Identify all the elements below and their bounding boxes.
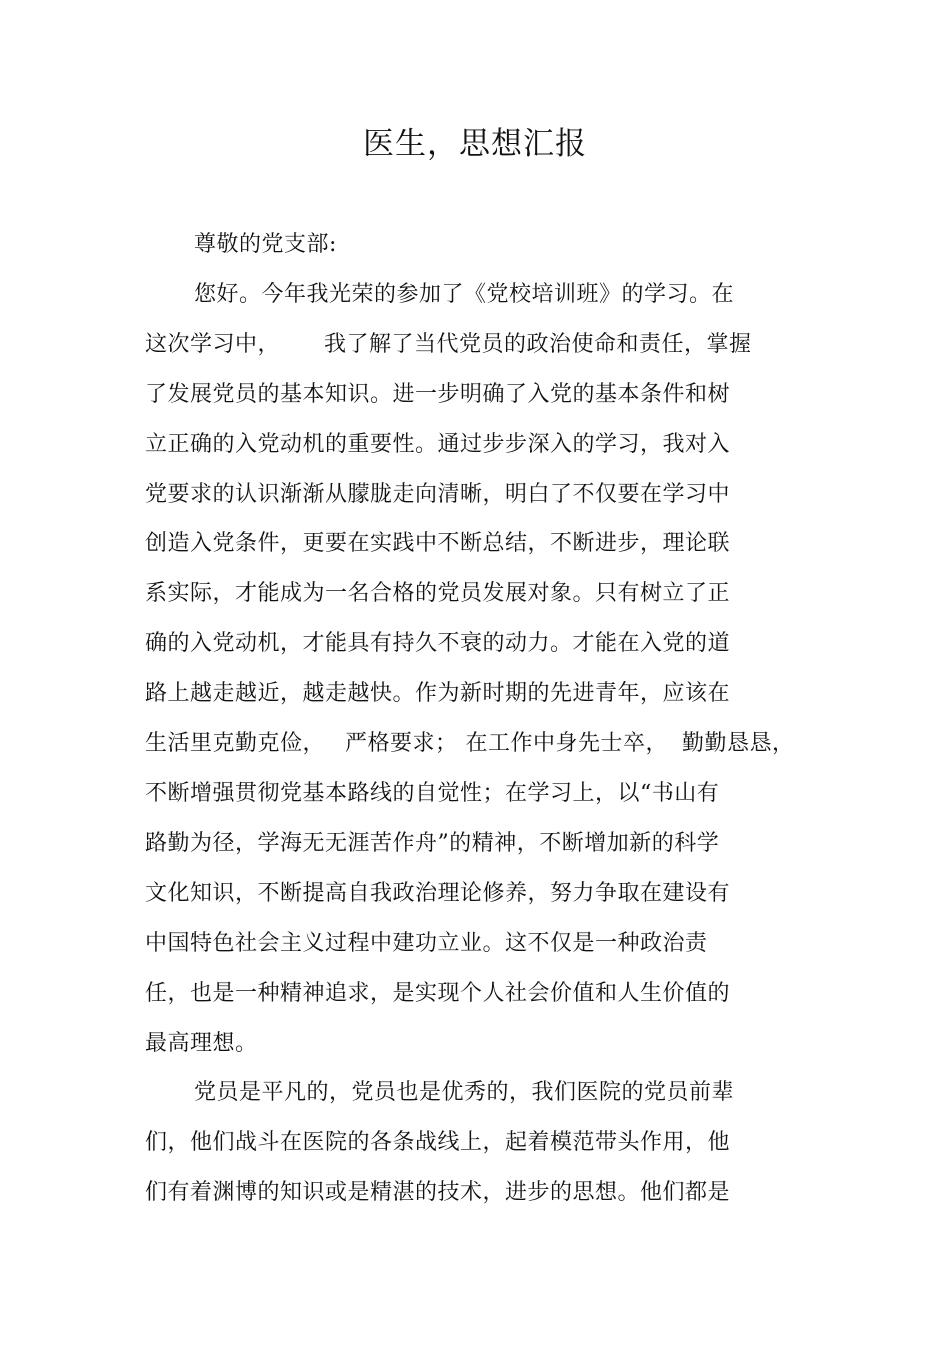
- paragraph-line: 系实际，才能成为一名合格的党员发展对象。只有树立了正: [145, 581, 731, 607]
- salutation: 尊敬的党支部:: [194, 232, 337, 257]
- paragraph-line: 党要求的认识渐渐从朦胧走向清晰，明白了不仅要在学习中: [145, 481, 731, 507]
- paragraph-line: 们有着渊博的知识或是精湛的技术，进步的思想。他们都是: [145, 1180, 731, 1206]
- paragraph-line: 党员是平凡的，党员也是优秀的，我们医院的党员前辈: [194, 1080, 735, 1106]
- paragraph-line: [145, 320, 805, 370]
- document-body: [145, 220, 805, 1218]
- paragraph-line: 中国特色社会主义过程中建功立业。这不仅是一种政治责: [145, 930, 708, 956]
- paragraph-line: 最高理想。: [145, 1030, 258, 1056]
- paragraph-line: 不断增强贯彻党基本路线的自觉性；在学习上，以“书山有: [145, 780, 720, 806]
- paragraph-line: 创造入党条件，更要在实践中不断总结，不断进步，理论联: [145, 531, 731, 557]
- text-segment: 我了解了当代党员的政治使命和责任，掌握: [324, 331, 752, 357]
- paragraph-line: 路上越走越近，越走越快。作为新时期的先进青年，应该在: [145, 681, 731, 707]
- text-segment: 在工作中身先士卒，: [465, 731, 669, 757]
- paragraph-line: 们，他们战斗在医院的各条战线上，起着模范带头作用，他: [145, 1130, 731, 1156]
- paragraph-line: 文化知识，不断提高自我政治理论修养，努力争取在建设有: [145, 880, 731, 906]
- text-segment: 勤勤恳恳，: [682, 731, 795, 757]
- paragraph-line: 任，也是一种精神追求，是实现个人社会价值和人生价值的: [145, 980, 731, 1006]
- text-segment: 生活里克勤克俭，: [145, 731, 326, 757]
- paragraph-line: 立正确的入党动机的重要性。通过步步深入的学习，我对入: [145, 431, 731, 457]
- document-title: 医生，思想汇报: [363, 126, 587, 162]
- paragraph-line: 确的入党动机，才能具有持久不衰的动力。才能在入党的道: [145, 631, 731, 657]
- text-segment: 这次学习中，: [145, 331, 281, 357]
- paragraph-line: 您好。今年我光荣的参加了《党校培训班》的学习。在: [194, 281, 735, 307]
- text-segment: 严格要求；: [345, 731, 458, 757]
- paragraph-line: [145, 719, 805, 769]
- paragraph-line: 路勤为径，学海无无涯苦作舟”的精神，不断增加新的科学: [145, 830, 720, 856]
- paragraph-line: 了发展党员的基本知识。进一步明确了入党的基本条件和树: [145, 381, 731, 407]
